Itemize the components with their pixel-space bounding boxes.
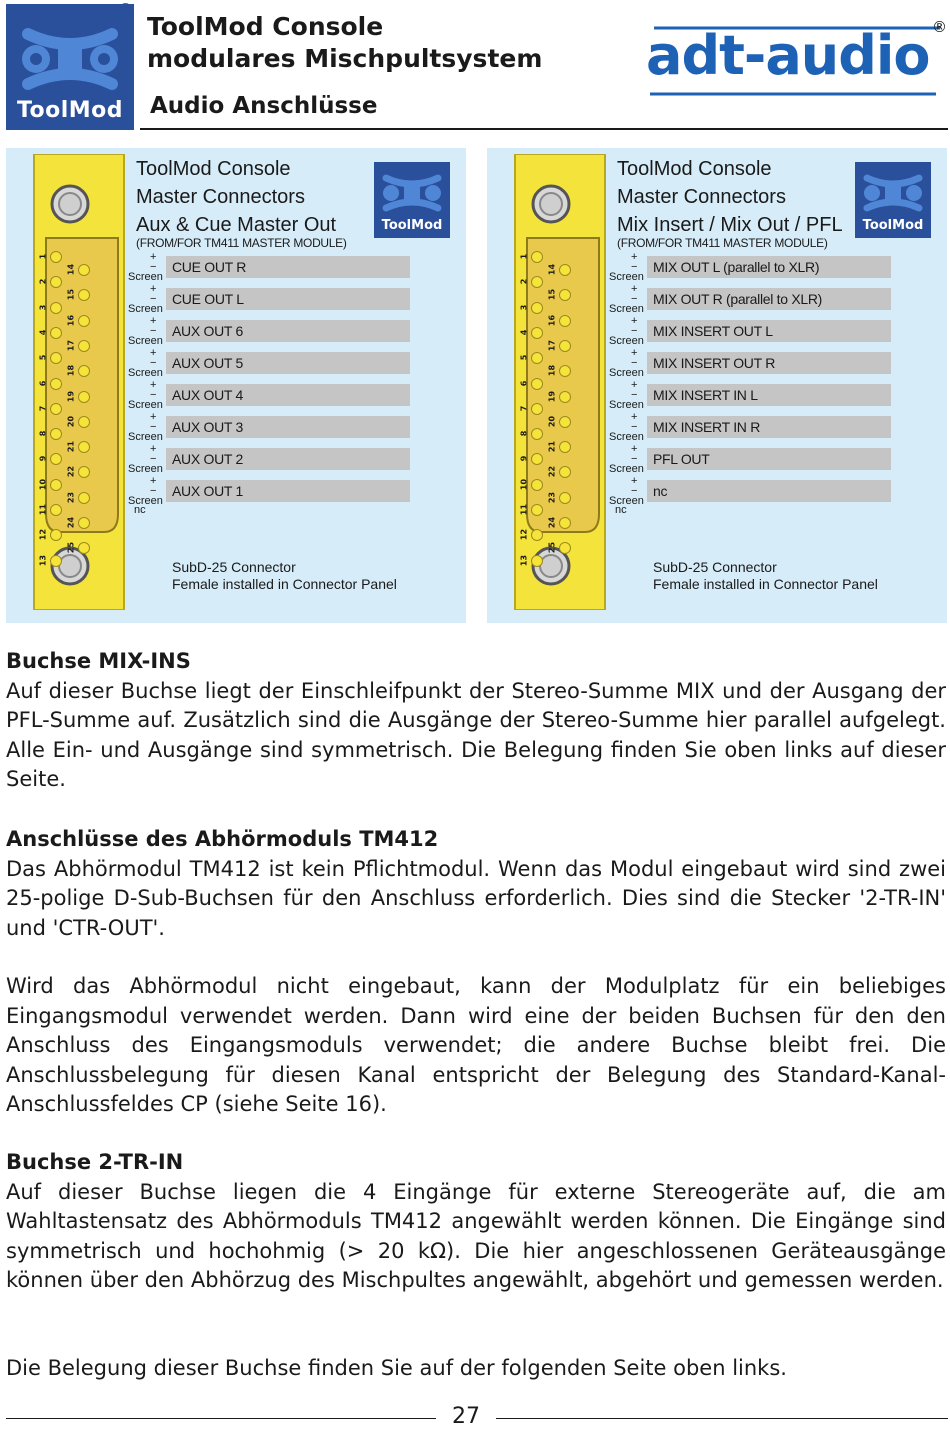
minus-label: − [150,453,157,465]
plus-label: + [150,251,157,263]
pin-number: 18 [66,365,76,377]
channel-label: AUX OUT 5 [172,355,243,371]
channel-label: MIX INSERT IN R [653,419,761,435]
pin-group-labels [605,316,645,348]
plus-label: + [150,315,157,327]
adt-audio-brand: adt-audio [646,24,930,87]
pin-number: 24 [66,516,76,529]
pin-group-labels [124,252,164,284]
minus-label: − [150,261,157,273]
pin-number: 14 [547,263,557,276]
plus-label: + [150,443,157,455]
channel-label: CUE OUT R [172,259,247,275]
pin-dot [78,441,90,453]
pin-number: 21 [66,441,76,453]
minus-label: − [631,453,638,465]
pin-number: 21 [547,441,557,453]
pin-group-labels [605,284,645,316]
screen-label: Screen [128,399,163,411]
section-2tr-in [6,1148,946,1296]
section-mix-ins [6,647,946,795]
pin-number: 7 [38,405,48,412]
pin-number: 11 [38,503,48,516]
pin-dot [78,315,90,327]
channel-bar [647,320,891,342]
minus-label: − [150,421,157,433]
plus-label: + [631,475,638,487]
screen-label: Screen [128,463,163,475]
minus-label: − [150,389,157,401]
screen-label: Screen [609,303,644,315]
channel-bar [166,384,410,406]
channel-label: nc [653,483,668,499]
pin-dot [531,428,543,440]
channel-label: PFL OUT [653,451,710,467]
section-tm412 [6,825,946,943]
screen-label: Screen [609,495,644,507]
channel-label: MIX OUT L (parallel to XLR) [653,259,820,275]
panel-title-1: ToolMod Console [136,158,291,180]
pin-number: 16 [66,314,76,326]
channel-bar [647,416,891,438]
screen-label: Screen [609,399,644,411]
pin-dot [50,479,62,491]
pin-dot [559,264,571,276]
minus-label: − [150,325,157,337]
channel-bar [166,352,410,374]
pin-number: 14 [66,263,76,276]
connector-panel-mix-pfl [487,148,947,623]
channel-label: AUX OUT 1 [172,483,243,499]
channel-bar [647,352,891,374]
plus-label: + [631,379,638,391]
header-title-line2: modulares Mischpultsystem [147,44,543,73]
pin-group-labels [605,252,645,284]
pin-dot [50,378,62,390]
pin-number: 7 [519,405,529,412]
minus-label: − [631,421,638,433]
pin-number: 1 [38,253,48,260]
channel-bar [647,480,891,502]
pin-number: 25 [66,542,76,554]
pin-dot [531,504,543,516]
pin-dot [50,403,62,415]
pin-dot [50,428,62,440]
pin-number: 5 [38,354,48,361]
pin-dot [559,441,571,453]
section-heading: Anschlüsse des Abhörmoduls TM412 [6,827,439,851]
pin-number: 9 [38,456,48,462]
section-reference [6,1354,946,1384]
minus-label: − [150,485,157,497]
channel-label: AUX OUT 4 [172,387,243,403]
pin-group-labels [124,284,164,316]
channel-bar [647,256,891,278]
minus-label: − [631,357,638,369]
pin-number: 24 [547,516,557,529]
pin-number: 6 [519,380,529,386]
pin-number: 15 [66,289,76,301]
pin-number: 3 [519,304,529,310]
plus-label: + [150,379,157,391]
pin-number: 23 [547,491,557,503]
pin-number: 10 [38,478,48,490]
pin-number: 9 [519,456,529,462]
minus-label: − [631,293,638,305]
footer-rule-right [496,1418,948,1419]
pin-number: 4 [519,329,529,336]
plus-label: + [150,347,157,359]
screen-label: Screen [128,303,163,315]
header-title-line1: ToolMod Console [147,12,384,41]
pin-dot [559,416,571,428]
screen-label: Screen [609,335,644,347]
channel-bar [166,480,410,502]
pin-number: 5 [519,354,529,361]
plus-label: + [150,411,157,423]
pin-dot [559,391,571,403]
pin-group-labels [605,380,645,412]
plus-label: + [631,443,638,455]
page-number: 27 [452,1404,480,1429]
pin-dot [559,492,571,504]
adt-registered-mark: ® [932,18,947,36]
pin-dot [50,555,62,567]
screen-label: Screen [128,367,163,379]
pin-number: 15 [547,289,557,301]
channel-bar [166,256,410,278]
pin-number: 17 [66,339,76,351]
pin-number: 17 [547,339,557,351]
pin-group-labels [124,316,164,348]
pin-number: 22 [66,466,76,478]
header-section-title: Audio Anschlüsse [150,93,378,119]
pin-group-labels [124,348,164,380]
channel-label: MIX OUT R (parallel to XLR) [653,291,823,307]
pin-number: 18 [547,365,557,377]
pin-number: 3 [38,304,48,310]
section-heading: Buchse MIX-INS [6,649,191,673]
pin-dot [531,327,543,339]
pin-group-labels [605,412,645,444]
pin-number: 20 [547,415,557,427]
panel-title-2: Master Connectors [136,186,305,208]
channel-label: AUX OUT 6 [172,323,243,339]
section-tm412-alt [6,972,946,1120]
channel-bar [647,448,891,470]
pin-number: 12 [38,529,48,541]
pin-number: 8 [38,430,48,437]
pin-dot [50,504,62,516]
screen-label: Screen [609,431,644,443]
plus-label: + [631,315,638,327]
pin-group-labels [605,476,645,508]
plus-label: + [631,411,638,423]
panel-subtitle: (FROM/FOR TM411 MASTER MODULE) [136,236,347,250]
panel-logo-text: ToolMod [381,218,443,233]
pin-number: 25 [547,542,557,554]
pin-number: 8 [519,430,529,437]
pin-number: 1 [519,253,529,260]
plus-label: + [150,283,157,295]
connector-type-label: SubD-25 Connector [172,559,296,575]
pin-number: 22 [547,466,557,478]
channel-bar [166,416,410,438]
channel-label: MIX INSERT OUT R [653,355,775,371]
footer-rule-left [6,1418,436,1419]
registered-mark: ® [118,0,133,18]
connector-type-label: SubD-25 Connector [653,559,777,575]
pin-number: 23 [66,491,76,503]
panel-subtitle: (FROM/FOR TM411 MASTER MODULE) [617,236,828,250]
pin-dot [531,555,543,567]
toolmod-logo [6,4,134,130]
channel-label: CUE OUT L [172,291,244,307]
section-paragraph: Wird das Abhörmodul nicht eingebaut, kann der Modulplatz für ein beliebiges Eingangsmodul verwendet werden. Dann wird eine der beiden Buchsen für den den Anschluss des Eingangsmoduls verwendet; die andere Buchse bleibt frei. Die Anschlussbelegung für diesen Kanal entspricht der Belegung des Standard-Kanal-Anschlussfeldes CP (siehe Seite 16). [6,974,946,1116]
screen-label: Screen [609,463,644,475]
pin-nc-label: nc [615,504,627,516]
channel-bar [647,288,891,310]
channel-bar [166,288,410,310]
pin-dot [531,302,543,314]
channel-label: AUX OUT 2 [172,451,243,467]
pin-number: 2 [519,279,529,285]
pin-dot [50,251,62,263]
connector-panel-aux-cue [6,148,466,623]
channel-bar [166,320,410,342]
section-paragraph: Das Abhörmodul TM412 ist kein Pflichtmodul. Wenn das Modul eingebaut wird sind zwei 25-polige D-Sub-Buchsen für den Anschluss erforderlich. Dies sind die Stecker '2-TR-IN' und 'CTR-OUT'. [6,856,946,940]
channel-label: AUX OUT 3 [172,419,243,435]
pin-dot [559,517,571,529]
pin-dot [78,416,90,428]
connector-install-label: Female installed in Connector Panel [172,576,397,592]
pin-number: 16 [547,314,557,326]
pin-dot [78,391,90,403]
panel-toolmod-logo [855,162,931,238]
plus-label: + [631,347,638,359]
pin-number: 13 [38,554,48,566]
channel-label: MIX INSERT IN L [653,387,758,403]
plus-label: + [631,251,638,263]
pin-dot [531,378,543,390]
pin-dot [78,264,90,276]
screen-label: Screen [128,335,163,347]
pin-dot [531,251,543,263]
screen-label: Screen [128,271,163,283]
section-paragraph: Auf dieser Buchse liegen die 4 Eingänge für externe Stereogeräte auf, die am Wahltastensatz des Abhörmoduls TM412 angewählt werden können. Die Eingänge sind symmetrisch und hochohmig (> 20 kΩ). Die hier angeschlossenen Geräteausgänge können über den Abhörzug des Mischpultes angewählt, abgehört und gemessen werden. [6,1179,946,1292]
screen-label: Screen [609,367,644,379]
plus-label: + [150,475,157,487]
screen-label: Screen [128,431,163,443]
minus-label: − [631,261,638,273]
minus-label: − [631,485,638,497]
minus-label: − [631,325,638,337]
plus-label: + [631,283,638,295]
minus-label: − [631,389,638,401]
section-heading: Buchse 2-TR-IN [6,1150,184,1174]
pin-group-labels [605,348,645,380]
minus-label: − [150,293,157,305]
channel-label: MIX INSERT OUT L [653,323,773,339]
pin-dot [78,340,90,352]
pin-dot [50,327,62,339]
section-paragraph: Die Belegung dieser Buchse finden Sie auf der folgenden Seite oben links. [6,1356,787,1380]
pin-dot [531,403,543,415]
toolmod-logo-text: ToolMod [16,98,124,123]
pin-dot [559,315,571,327]
minus-label: − [150,357,157,369]
header-rule [140,128,948,130]
pin-dot [559,340,571,352]
pin-group-labels [124,444,164,476]
pin-dot [50,302,62,314]
pin-number: 19 [66,390,76,402]
pin-nc-label: nc [134,504,146,516]
pin-number: 19 [547,390,557,402]
panel-title-3: Mix Insert / Mix Out / PFL [617,214,843,236]
panel-title-1: ToolMod Console [617,158,772,180]
pin-number: 11 [519,503,529,516]
channel-bar [166,448,410,470]
pin-group-labels [605,444,645,476]
screen-label: Screen [609,271,644,283]
pin-group-labels [124,380,164,412]
section-paragraph: Auf dieser Buchse liegt der Einschleifpunkt der Stereo-Summe MIX und der Ausgang der PFL-Summe auf. Zusätzlich sind die Ausgänge der Stereo-Summe hier parallel aufgelegt. Alle Ein- und Ausgänge sind symmetrisch. Die Belegung finden Sie oben links auf dieser Seite. [6,678,946,791]
pin-number: 13 [519,554,529,566]
panel-toolmod-logo [374,162,450,238]
pin-number: 4 [38,329,48,336]
pin-number: 6 [38,380,48,386]
pin-number: 12 [519,529,529,541]
pin-number: 10 [519,478,529,490]
panel-logo-text: ToolMod [862,218,924,233]
pin-dot [531,479,543,491]
pin-group-labels [124,476,164,508]
panel-title-3: Aux & Cue Master Out [136,214,337,236]
channel-bar [647,384,891,406]
pin-number: 2 [38,279,48,285]
pin-number: 20 [66,415,76,427]
connector-install-label: Female installed in Connector Panel [653,576,878,592]
pin-dot [78,517,90,529]
screen-label: Screen [128,495,163,507]
panel-title-2: Master Connectors [617,186,786,208]
pin-dot [78,492,90,504]
pin-group-labels [124,412,164,444]
